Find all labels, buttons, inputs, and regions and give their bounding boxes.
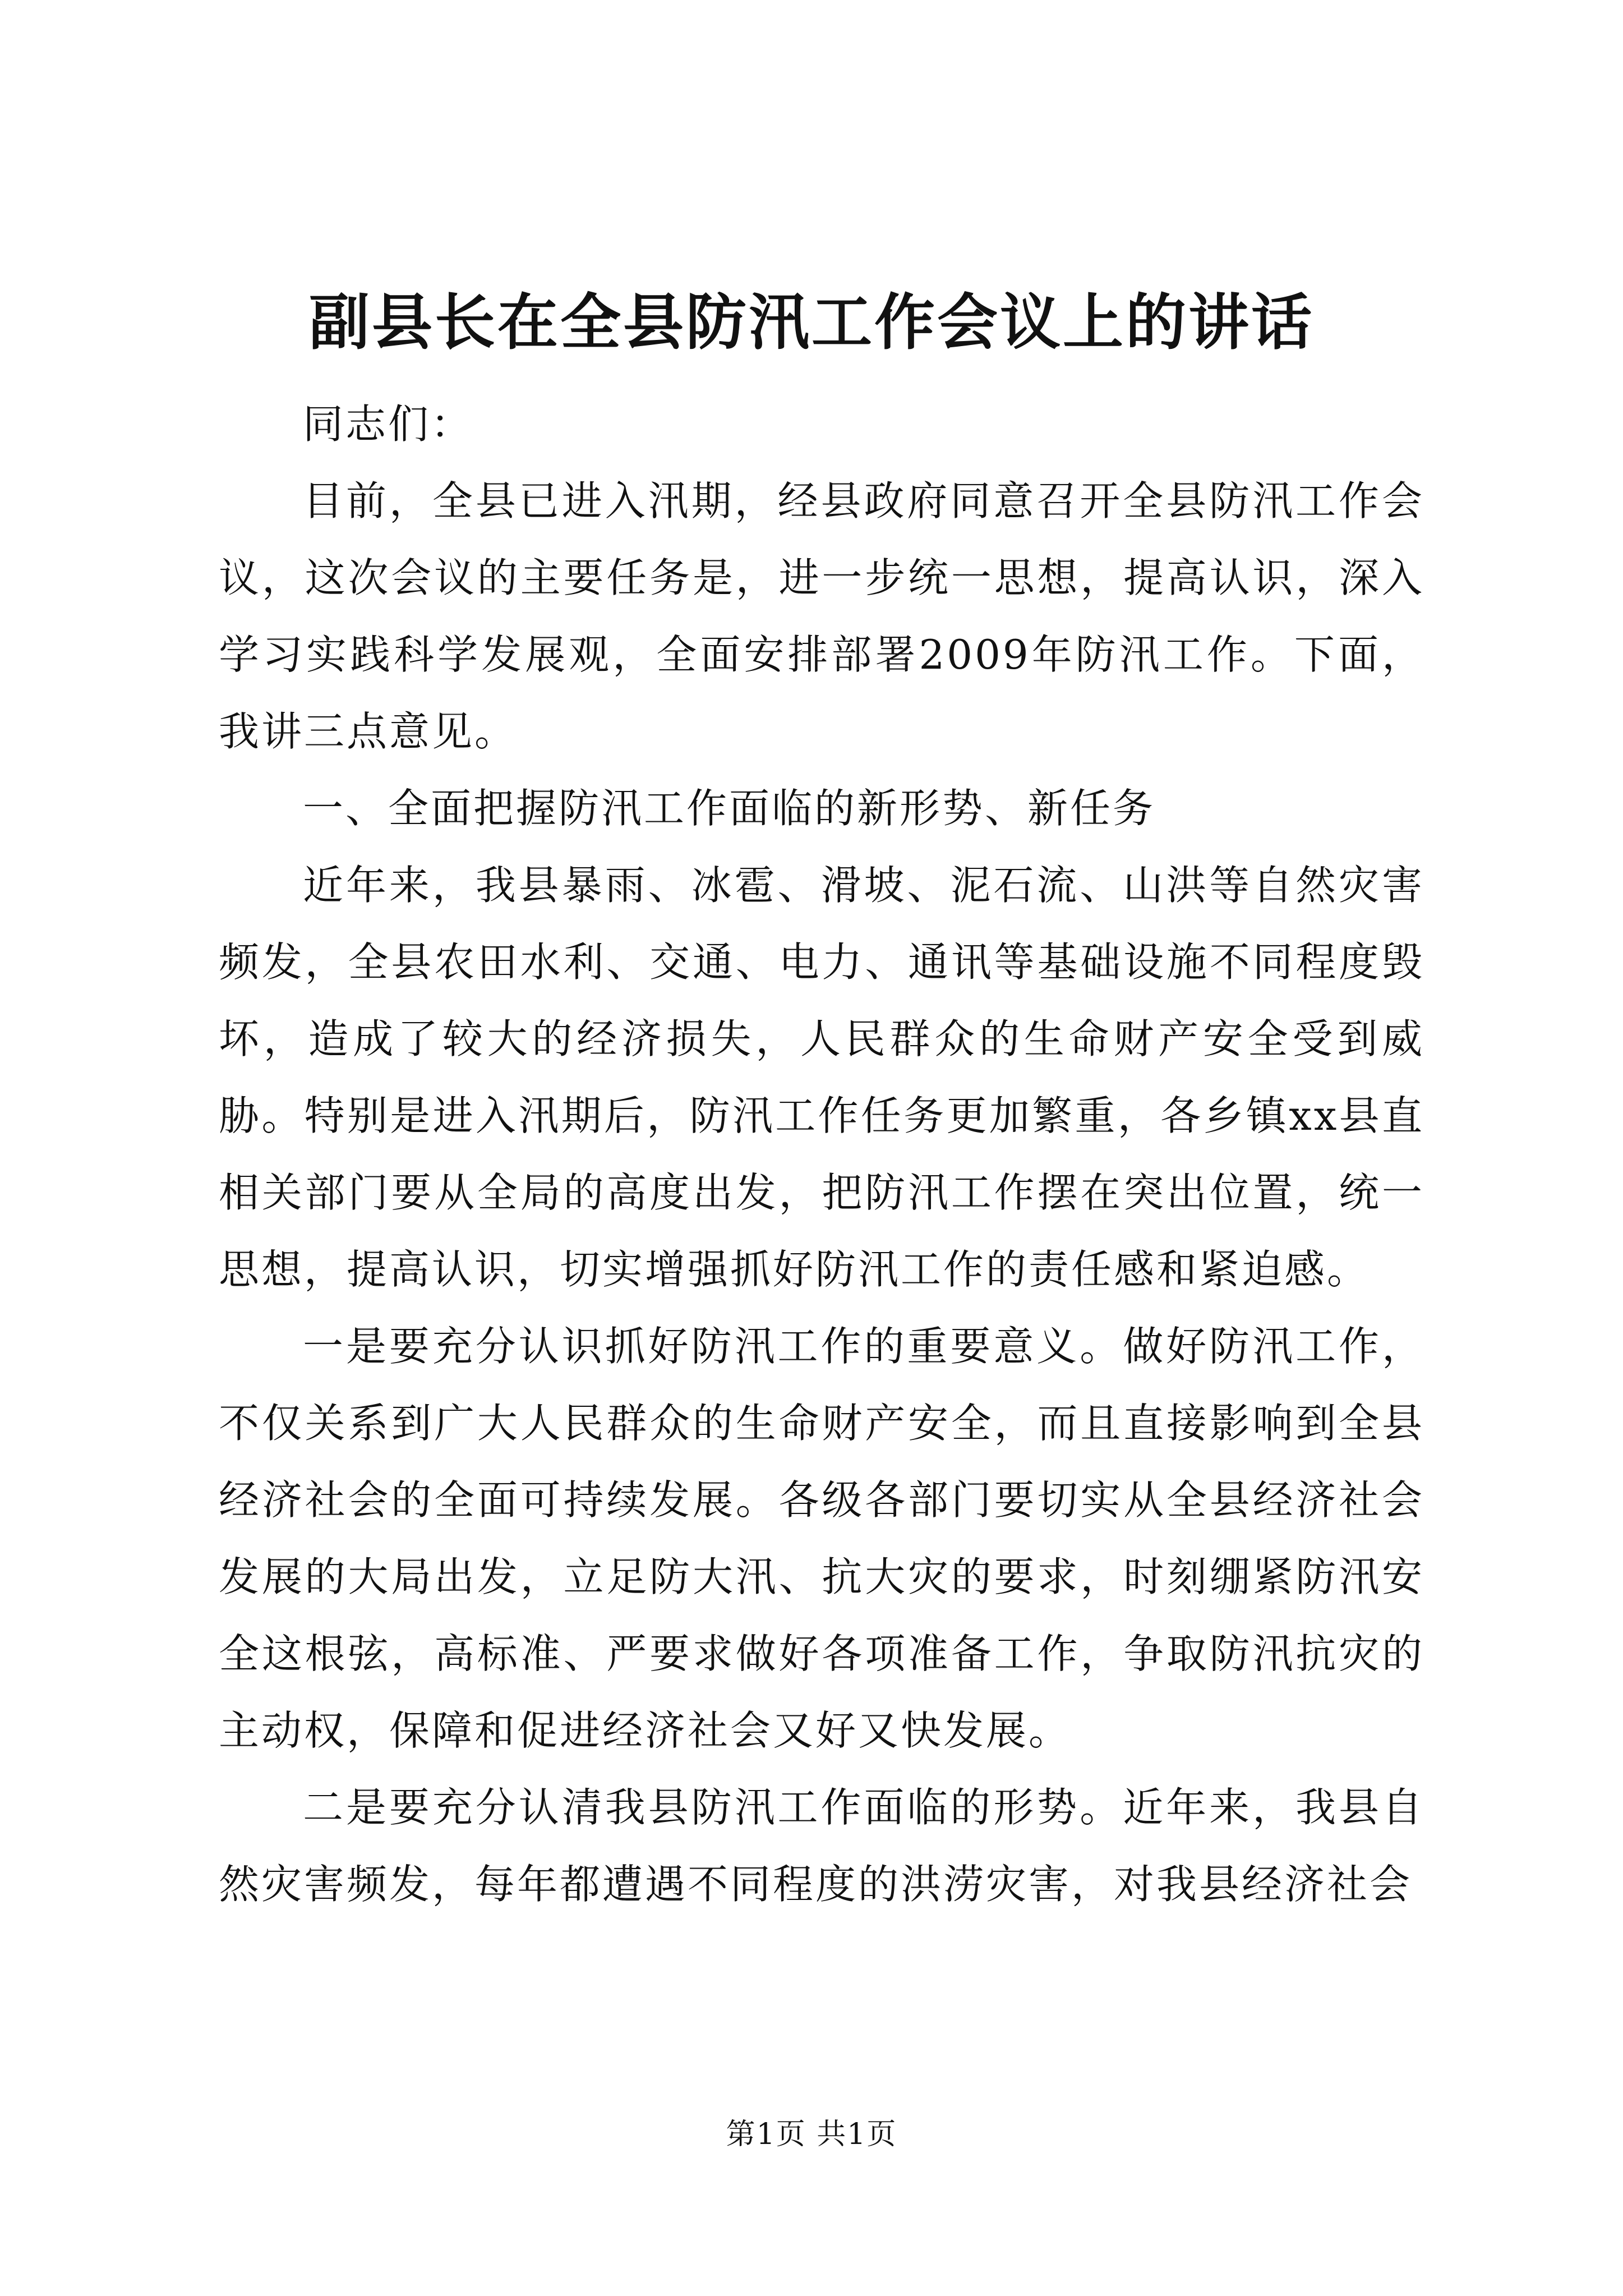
body-paragraph: 二是要充分认清我县防汛工作面临的形势。近年来，我县自然灾害频发，每年都遭遇不同程度的洪涝灾害，对我县经济社会 — [219, 1784, 1424, 1908]
body-paragraph: 一是要充分认识抓好防汛工作的重要意义。做好防汛工作，不仅关系到广大人民群众的生命财产安全，而且直接影响到全县经济社会的全面可持续发展。各级各部门要切实从全县经济社会发展的大局出发，立足防大汛、抗大灾的要求，时刻绷紧防汛安全这根弦，高标准、严要求做好各项准备工作，争取防汛抗灾的主动权，保障和促进经济社会又好又快发展。 — [219, 1323, 1424, 1754]
section-heading-1: 一、全面把握防汛工作面临的新形势、新任务 — [303, 785, 1156, 832]
body-paragraph: 近年来，我县暴雨、冰雹、滑坡、泥石流、山洪等自然灾害频发，全县农田水利、交通、电力、通讯等基础设施不同程度毁坏，造成了较大的经济损失，人民群众的生命财产安全受到威胁。特别是进入汛期后，防汛工作任务更加繁重，各乡镇xx县直相关部门要从全局的高度出发，把防汛工作摆在突出位置，统一思想，提高认识，切实增强抓好防汛工作的责任感和紧迫感。 — [219, 862, 1424, 1293]
intro-paragraph: 目前，全县已进入汛期，经县政府同意召开全县防汛工作会议，这次会议的主要任务是，进一步统一思想，提高认识，深入学习实践科学发展观，全面安排部署2009年防汛工作。下面，我讲三点意见。 — [219, 477, 1424, 755]
salutation-paragraph: 同志们： — [303, 401, 474, 448]
page-footer: 第1页 共1页 — [726, 2118, 897, 2151]
document-title: 副县长在全县防汛工作会议上的讲话 — [308, 287, 1314, 358]
document-body — [219, 386, 1424, 1923]
